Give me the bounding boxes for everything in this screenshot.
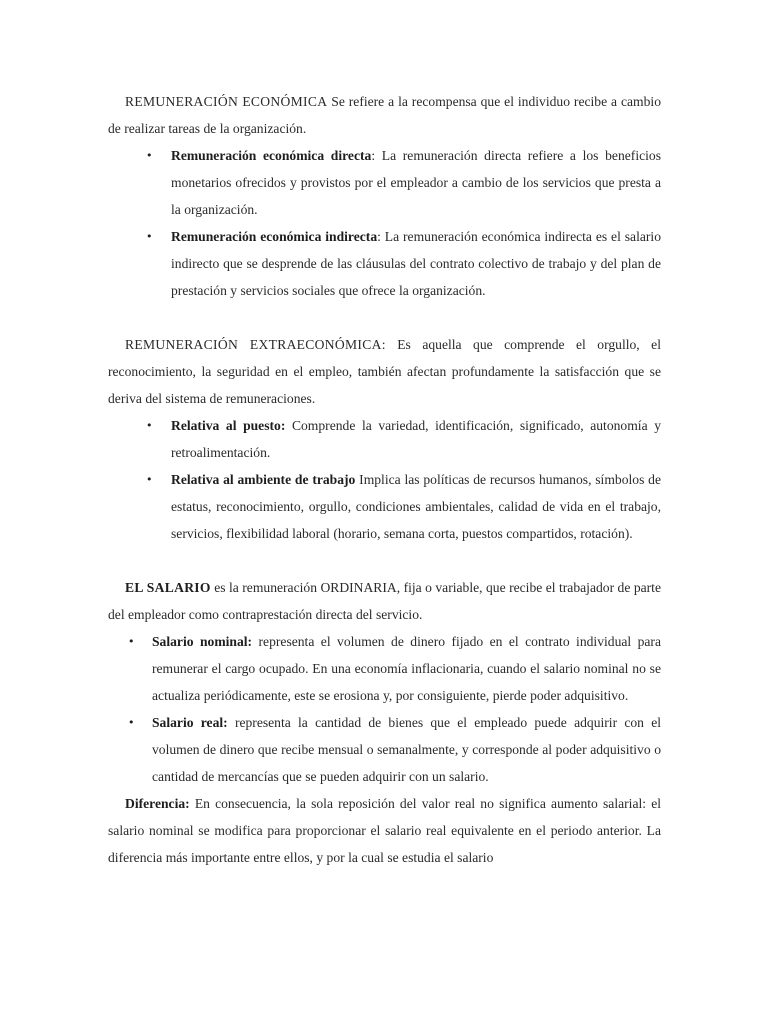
bullet-icon: • xyxy=(146,473,153,486)
list-item-term: Relativa al puesto: xyxy=(171,418,286,433)
list-item xyxy=(108,142,661,223)
diferencia-paragraph xyxy=(108,790,661,871)
list-item xyxy=(108,709,661,790)
list-item-term: Relativa al ambiente de trabajo xyxy=(171,472,356,487)
list-item-term: Salario nominal: xyxy=(152,634,253,649)
list-item-text: representa la cantidad de bienes que el empleado puede adquirir con el volumen de dinero que recibe mensual o semanalmente, y corresponde al poder adquisitivo o cantidad de mercancías que se pueden adquirir con un salario. xyxy=(152,715,662,784)
remuneracion-extraeconomica-paragraph xyxy=(108,331,661,412)
remuneracion-extraeconomica-list xyxy=(108,412,661,547)
el-salario-list xyxy=(108,628,661,790)
list-item-term: Salario real: xyxy=(152,715,228,730)
remuneracion-economica-paragraph xyxy=(108,88,661,142)
section-intro: Es aquella que comprende el orgullo, el reconocimiento, la seguridad en el empleo, también afectan profundamente la satisfacción que se deriva del sistema de remuneraciones. xyxy=(108,337,661,406)
bullet-icon: • xyxy=(146,149,153,162)
paragraph-spacer xyxy=(108,547,661,574)
list-item-text: : La remuneración económica indirecta es el salario indirecto que se desprende de las cláusulas del contrato colectivo de trabajo y del plan de prestación y servicios sociales que ofrece la organización. xyxy=(171,229,661,298)
list-item-text: : La remuneración directa refiere a los beneficios monetarios ofrecidos y provistos por el empleador a cambio de los servicios que presta a la organización. xyxy=(171,148,661,217)
diferencia-term: Diferencia: xyxy=(125,796,190,811)
section-intro: Se refiere a la recompensa que el individuo recibe a cambio de realizar tareas de la organización. xyxy=(108,94,661,136)
list-item xyxy=(108,466,661,547)
diferencia-text: En consecuencia, la sola reposición del valor real no significa aumento salarial: el salario nominal se modifica para proporcionar el salario real equivalente en el periodo anterior. La diferencia más importante entre ellos, y por la cual se estudia el salario xyxy=(108,796,661,865)
bullet-icon: • xyxy=(146,419,153,432)
paragraph-spacer xyxy=(108,304,661,331)
bullet-icon: • xyxy=(146,230,153,243)
list-item xyxy=(108,412,661,466)
remuneracion-economica-list xyxy=(108,142,661,304)
bullet-icon: • xyxy=(128,716,135,729)
list-item xyxy=(108,628,661,709)
section-intro: es la remuneración ORDINARIA, fija o variable, que recibe el trabajador de parte del empleador como contraprestación directa del servicio. xyxy=(108,580,661,622)
list-item xyxy=(108,223,661,304)
document-page xyxy=(108,88,661,871)
list-item-text: representa el volumen de dinero fijado en el contrato individual para remunerar el cargo ocupado. En una economía inflacionaria, cuando el salario nominal no se actualiza periódicamente, este se erosiona y, por consiguiente, pierde poder adquisitivo. xyxy=(152,634,661,703)
list-item-text: Comprende la variedad, identificación, significado, autonomía y retroalimentación. xyxy=(171,418,661,460)
section-heading: EL SALARIO xyxy=(125,580,211,595)
list-item-term: Remuneración económica directa xyxy=(171,148,372,163)
el-salario-paragraph xyxy=(108,574,661,628)
list-item-text: Implica las políticas de recursos humanos, símbolos de estatus, reconocimiento, orgullo, condiciones ambientales, calidad de vida en el trabajo, servicios, flexibilidad laboral (horario, semana corta, puestos compartidos, rotación). xyxy=(171,472,662,541)
list-item-term: Remuneración económica indirecta xyxy=(171,229,378,244)
bullet-icon: • xyxy=(128,635,135,648)
section-heading: REMUNERACIÓN EXTRAECONÓMICA: xyxy=(125,337,386,352)
section-heading: REMUNERACIÓN ECONÓMICA xyxy=(125,94,328,109)
